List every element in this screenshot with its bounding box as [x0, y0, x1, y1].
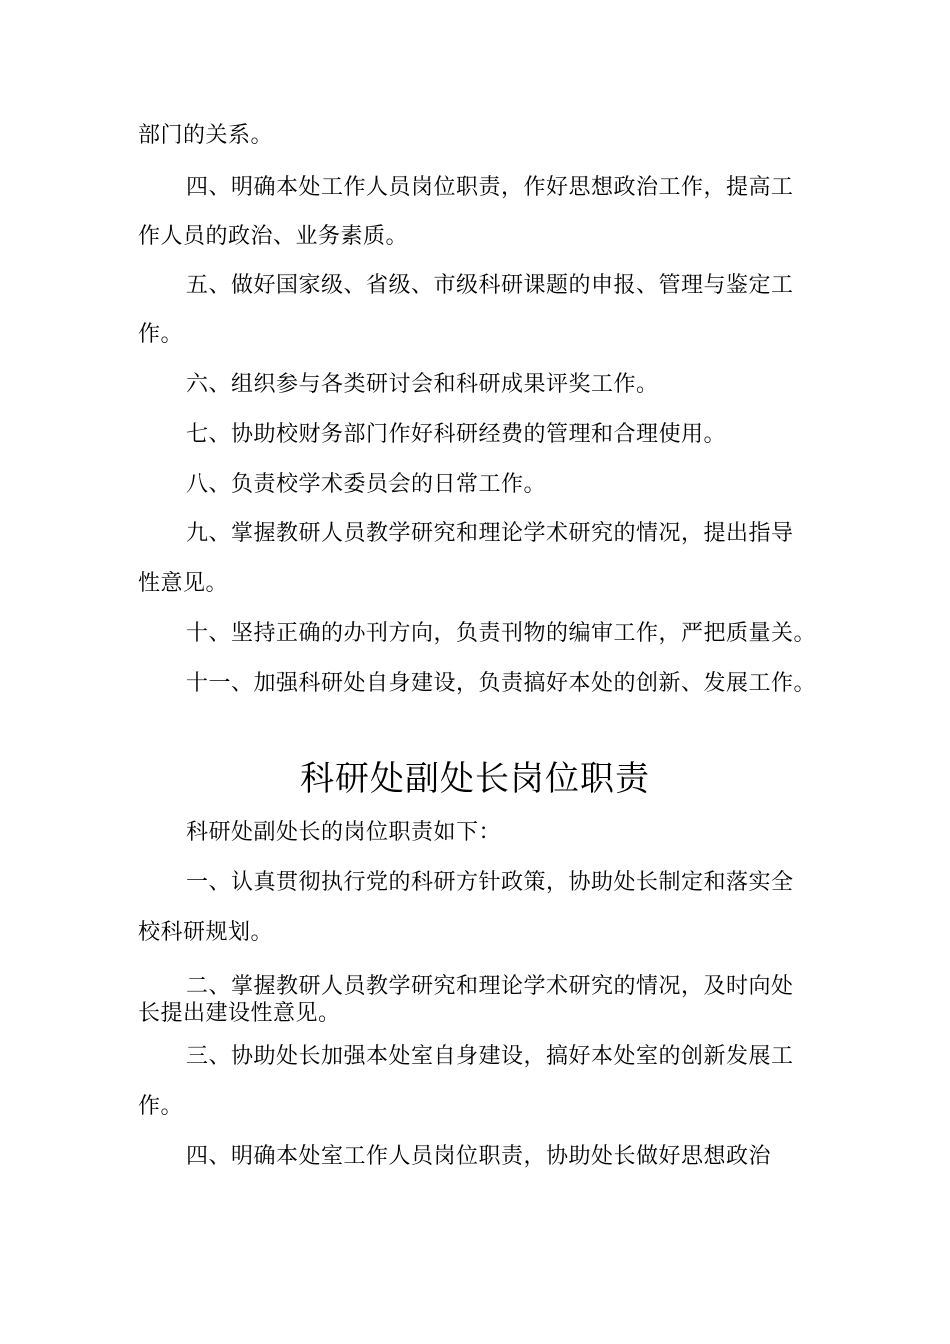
- paragraph-line: 六、组织参与各类研讨会和科研成果评奖工作。: [186, 372, 659, 397]
- paragraph-line: 作人员的政治、业务素质。: [138, 224, 409, 249]
- paragraph-line: 四、明确本处工作人员岗位职责，作好思想政治工作，提高工: [186, 175, 794, 200]
- paragraph-line: 五、做好国家级、省级、市级科研课题的申报、管理与鉴定工: [186, 273, 794, 298]
- paragraph-line: 二、掌握教研人员教学研究和理论学术研究的情况，及时向处: [186, 974, 794, 999]
- paragraph-line: 十、坚持正确的办刊方向，负责刊物的编审工作，严把质量关。: [186, 621, 817, 646]
- paragraph-line: 作。: [138, 322, 184, 347]
- paragraph-line: 部门的关系。: [138, 123, 274, 148]
- paragraph-line: 十一、加强科研处自身建设，负责搞好本处的创新、发展工作。: [186, 671, 817, 696]
- paragraph-line: 三、协助处长加强本处室自身建设，搞好本处室的创新发展工: [186, 1044, 794, 1069]
- paragraph-line: 八、负责校学术委员会的日常工作。: [186, 472, 547, 497]
- paragraph-line: 七、协助校财务部门作好科研经费的管理和合理使用。: [186, 422, 727, 447]
- section-title: 科研处副处长岗位职责: [300, 759, 650, 799]
- paragraph-line: 九、掌握教研人员教学研究和理论学术研究的情况，提出指导: [186, 521, 794, 546]
- paragraph-line: 四、明确本处室工作人员岗位职责，协助处长做好思想政治: [186, 1144, 772, 1169]
- paragraph-line: 性意见。: [138, 571, 229, 596]
- paragraph-line: 长提出建设性意见。: [138, 1001, 341, 1026]
- paragraph-line: 作。: [138, 1094, 184, 1119]
- paragraph-line: 校科研规划。: [138, 920, 274, 945]
- paragraph-line: 一、认真贯彻执行党的科研方针政策，协助处长制定和落实全: [186, 870, 794, 895]
- paragraph-line: 科研处副处长的岗位职责如下：: [186, 820, 502, 845]
